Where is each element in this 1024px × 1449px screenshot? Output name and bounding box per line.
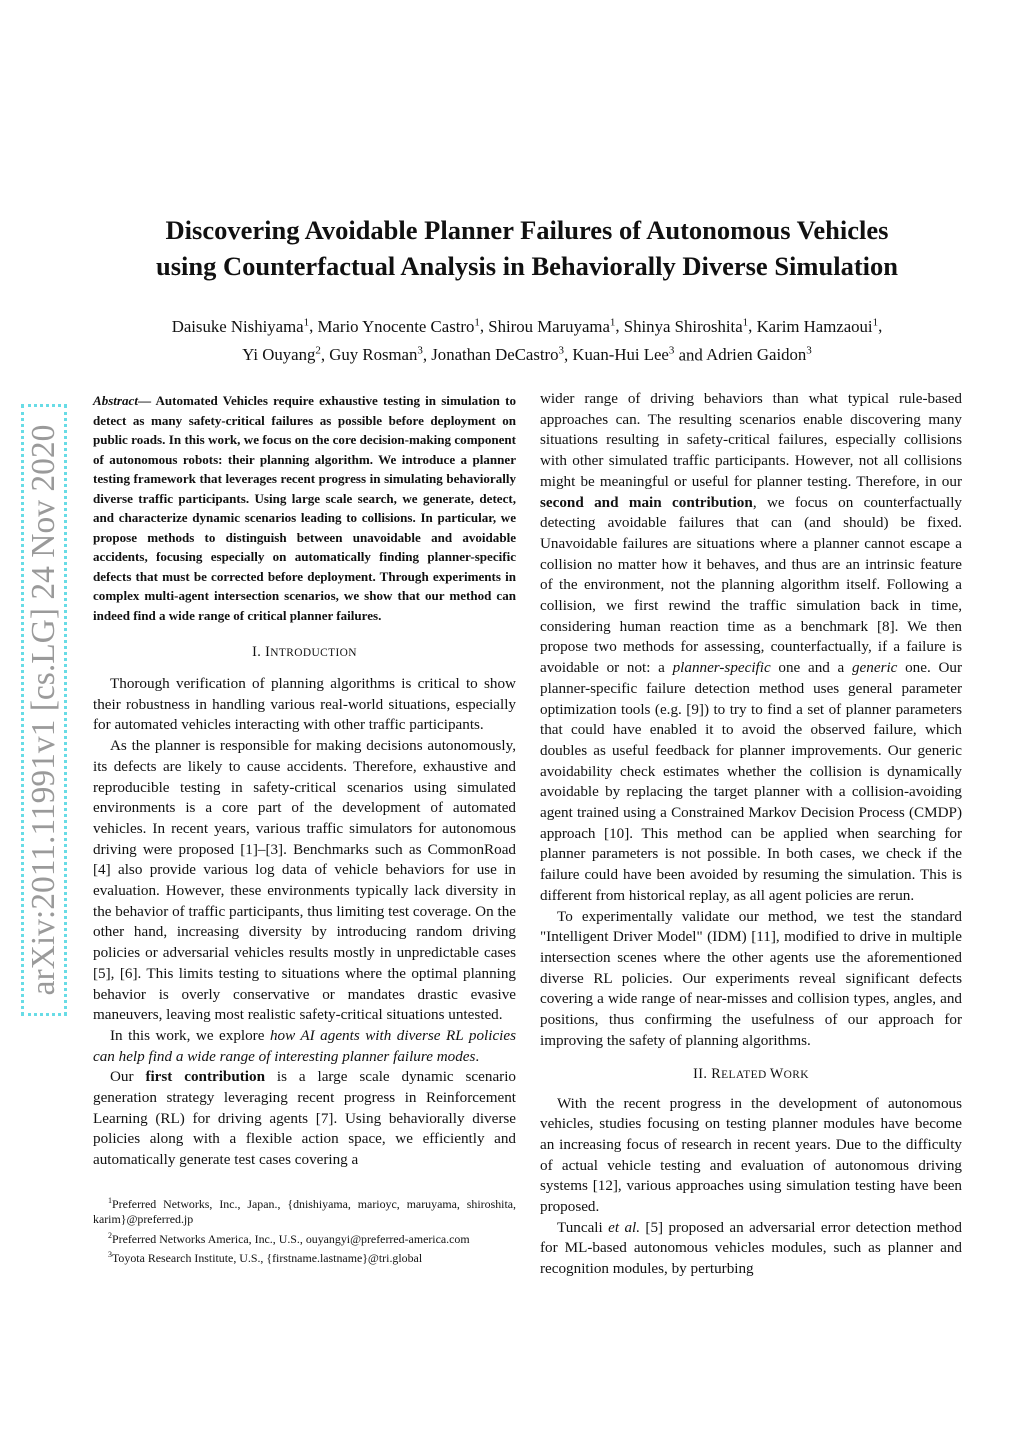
- footnote: $^1$Preferred Networks, Inc., Japan., {dnishiyama, marioyc, maruyama, shiroshita, karim}@preferred.jp: [93, 1195, 516, 1227]
- author: Mario Ynocente Castro$^1$: [317, 316, 480, 336]
- abstract-dash: —: [137, 393, 156, 408]
- intro-paragraph: As the planner is responsible for making decisions autonomously, its defects are likely to cause accidents. Therefore, exhaustive and reproducible testing in safety-critical scenarios using simulated environments is a core part of the development of automated vehicles. In recent years, various traffic simulators for autonomous driving were proposed [1]–[3]. Benchmarks such as CommonRoad [4] also provide various log data of vehicle behaviors for use in evaluation. However, these environments typically lack diversity in the behavior of traffic participants, thus limiting test coverage. On the other hand, increasing diversity by introducing random driving policies or adversarial vehicles results mostly in unpredictable cases [5], [6]. This limits testing to situations where the optimal planning behavior is overly conservative or mandates drastic evasive maneuvers, leaving most realistic safety-critical situations untested.: [93, 737, 516, 1024]
- intro-paragraph: Thorough verification of planning algorithms is critical to show their robustness in handling various real-world situations, especially for automated vehicles interacting with other traffic participants.: [93, 675, 516, 734]
- and-word: and: [678, 345, 703, 365]
- right-column: [540, 389, 962, 1280]
- paper-title: [80, 212, 974, 284]
- author: Shirou Maruyama$^1$: [488, 316, 616, 336]
- author: Adrien Gaidon$^3$: [706, 344, 812, 365]
- section-heading-introduction: I. INTRODUCTION: [252, 644, 357, 660]
- author: Guy Rosman$^3$: [329, 344, 423, 365]
- abstract: [93, 391, 516, 625]
- author: Jonathan DeCastro$^3$: [431, 344, 565, 365]
- left-column: [93, 391, 516, 1267]
- body-paragraph: wider range of driving behaviors than what typical rule-based approaches can. The resulting scenarios enable discovering many situations resulting in safety-critical failures, especially collisions with other simulated traffic participants. However, not all collisions might be meaningful or useful for planner testing. Therefore, in our second and main contribution, we focus on counterfactually detecting avoidable failures that can (and should) be fixed. Unavoidable failures are situations where a planner cannot escape a collision no matter how it behaves, and thus are an intrinsic feature of the environment, not the planning algorithm itself. Following a collision, we first rewind the traffic simulation back in time, considering human reaction time as a benchmark [8]. We then propose two methods for assessing, counterfactually, if a failure is avoidable or not: a planner-specific one and a generic one. Our planner-specific failure detection method uses general parameter optimization tools (e.g. [9]) to try to find a set of planner parameters that could have enabled it to avoid the observed failure, which doubles as useful feedback for planner improvements. Our generic avoidability check estimates whether the collision is dynamically avoidable by replacing the target planner with a collision-avoiding agent trained using a Constrained Markov Decision Process (CMDP) approach [10]. This method can be applied when searching for planner parameters is not possible. In both cases, we check if the failure could have been avoided by resuming the simulation. This is different from historical replay, as all agent policies are rerun.: [540, 390, 963, 904]
- abstract-text: Automated Vehicles require exhaustive testing in simulation to detect as many safety-critical failures as possible before deployment on public roads. In this work, we focus on the core decision-making component of autonomous robots: their planning algorithm. We introduce a planner testing framework that leverages recent progress in simulating behaviorally diverse traffic participants. Using large scale search, we generate, detect, and characterize dynamic scenarios leading to collisions. In particular, we propose methods to distinguish between unavoidable and avoidable accidents, focusing especially on automatically finding planner-specific defects that must be corrected before deployment. Through experiments in complex multi-agent intersection scenarios, we show that our method can indeed find a wide range of critical planner failures.: [93, 393, 516, 623]
- footnotes: [93, 1193, 516, 1267]
- footnote: $^3$Toyota Research Institute, U.S., {firstname.lastname}@tri.global: [108, 1250, 423, 1266]
- author: Shinya Shiroshita$^1$: [623, 316, 749, 336]
- author: Daisuke Nishiyama$^1$: [171, 316, 310, 336]
- intro-paragraph: In this work, we explore how AI agents with diverse RL policies can help find a wide range of interesting planner failure modes.: [93, 1026, 516, 1065]
- related-work-paragraph: Tuncali et al. [5] proposed an adversarial error detection method for ML-based autonomous vehicles modules, such as planner and recognition modules, by perturbing: [540, 1218, 962, 1278]
- footnote: $^2$Preferred Networks America, Inc., U.S., ouyangyi@preferred-america.com: [108, 1230, 470, 1246]
- author: Yi Ouyang$^2$: [242, 344, 321, 365]
- body-paragraph: To experimentally validate our method, we test the standard "Intelligent Driver Model" (IDM) [11], modified to drive in multiple intersection scenes where the other agents use the aforementioned diverse RL policies. Our experiments reveal significant defects covering a wide range of near-misses and collision types, angles, and positions, thus confirming the usefulness of our approach for improving the safety of planning algorithms.: [540, 907, 962, 1049]
- author: Kuan-Hui Lee$^3$: [572, 344, 675, 365]
- abstract-label: Abstract: [93, 393, 138, 408]
- intro-paragraph: Our first contribution is a large scale dynamic scenario generation strategy leveraging recent progress in Reinforcement Learning (RL) for driving agents [7]. Using behaviorally diverse policies along with a flexible action space, we efficiently and automatically generate test cases covering a: [93, 1068, 516, 1169]
- section-heading-related-work: II. RELATED WORK: [693, 1065, 809, 1082]
- related-work-paragraph: With the recent progress in the development of autonomous vehicles, studies focusing on testing planner modules have become an increasing focus of research in recent years. Due to the difficulty of actual vehicle testing and evaluation of autonomous driving systems [12], various approaches using simulation testing have been proposed.: [540, 1094, 962, 1216]
- arxiv-stamp: arXiv:2011.11991v1 [cs.LG] 24 Nov 2020: [21, 404, 67, 1016]
- author: Karim Hamzaoui$^1$: [756, 316, 879, 336]
- title-line-2: using Counterfactual Analysis in Behaviorally Diverse Simulation: [155, 251, 899, 281]
- title-line-1: Discovering Avoidable Planner Failures of Autonomous Vehicles: [165, 215, 889, 245]
- author-list: Daisuke Nishiyama$^1$, Mario Ynocente Castro$^1$, Shirou Maruyama$^1$, Shinya Shiroshita$^1$, Karim Hamzaoui$^1$, Yi Ouyang$^2$, Guy Rosman$^3$, Jonathan DeCastro$^3$, Kuan-Hui Lee$^3$ and Adrien Gaidon$^3$: [171, 316, 883, 365]
